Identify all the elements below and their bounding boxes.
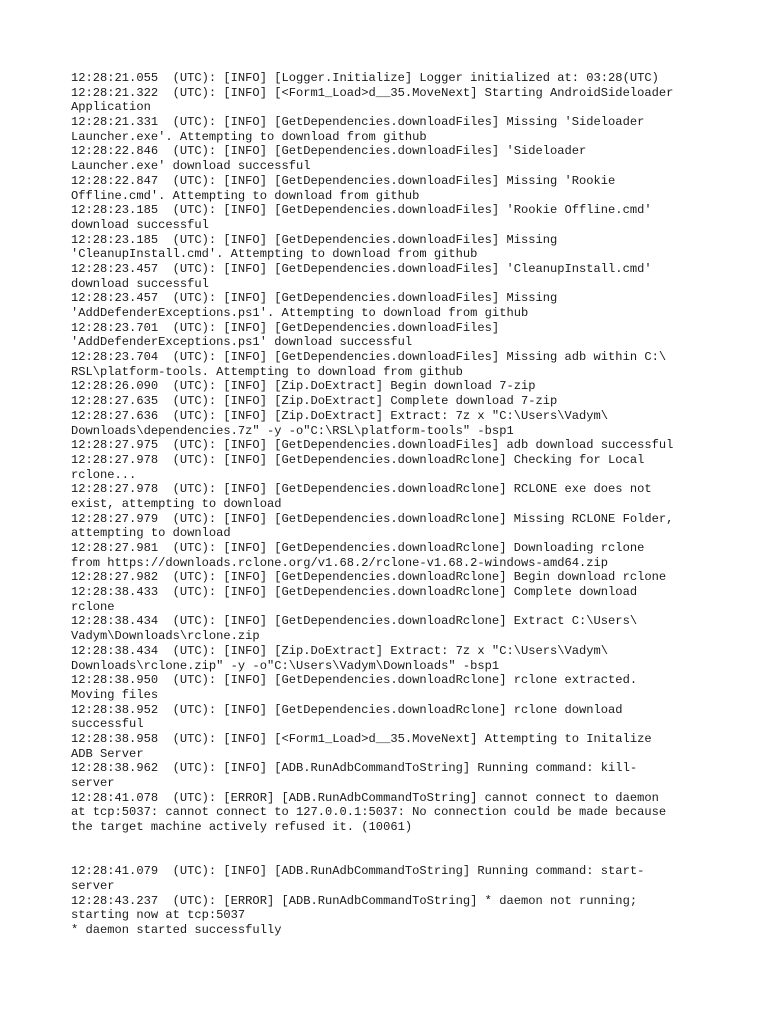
log-line: 'AddDefenderExceptions.ps1'. Attempting to download from github — [71, 306, 529, 320]
log-line: 12:28:27.978 (UTC): [INFO] [GetDependencies.downloadRclone] RCLONE exe does not — [71, 482, 652, 497]
log-line: rclone — [71, 599, 115, 614]
log-line: server — [71, 878, 115, 893]
log-line: attempting to download — [71, 526, 231, 541]
log-line: 12:28:23.701 (UTC): [INFO] [GetDependencies.downloadFiles] — [71, 320, 500, 335]
log-line: 12:28:27.975 (UTC): [INFO] [GetDependencies.downloadFiles] adb download successful — [71, 438, 674, 453]
log-line: 12:28:38.433 (UTC): [INFO] [GetDependencies.downloadRclone] Complete download — [71, 585, 638, 600]
log-line: * daemon started successfully — [71, 922, 282, 937]
log-line: 12:28:23.185 (UTC): [INFO] [GetDependencies.downloadFiles] 'Rookie Offline.cmd' — [71, 203, 652, 218]
log-line: 12:28:41.079 (UTC): [INFO] [ADB.RunAdbCommandToString] Running command: start- — [71, 864, 645, 879]
log-body — [71, 71, 711, 938]
log-line: 12:28:26.090 (UTC): [INFO] [Zip.DoExtract] Begin download 7-zip — [71, 379, 536, 394]
log-line: 12:28:38.958 (UTC): [INFO] [<Form1_Load>d__35.MoveNext] Attempting to Initalize — [71, 731, 652, 746]
log-line: 12:28:38.434 (UTC): [INFO] [Zip.DoExtract] Extract: 7z x "C:\Users\Vadym\ — [71, 643, 609, 658]
log-line: Launcher.exe' download successful — [71, 159, 311, 174]
log-document — [71, 71, 711, 938]
log-line: 12:28:23.457 (UTC): [INFO] [GetDependencies.downloadFiles] Missing — [71, 291, 558, 306]
log-line: 12:28:22.846 (UTC): [INFO] [GetDependencies.downloadFiles] 'Sideloader — [71, 144, 587, 159]
log-line: rclone... — [71, 467, 137, 482]
log-line: 12:28:27.979 (UTC): [INFO] [GetDependencies.downloadRclone] Missing RCLONE Folder, — [71, 511, 674, 526]
log-line: from https://downloads.rclone.org/v1.68.2/rclone-v1.68.2-windows-amd64.zip — [71, 555, 609, 570]
log-line: 12:28:27.981 (UTC): [INFO] [GetDependencies.downloadRclone] Downloading rclone — [71, 541, 645, 555]
log-line: 12:28:22.847 (UTC): [INFO] [GetDependencies.downloadFiles] Missing 'Rookie — [71, 173, 616, 188]
log-line: server — [71, 776, 115, 790]
log-line: RSL\platform-tools. Attempting to download from github — [71, 364, 463, 379]
blank-line — [71, 835, 711, 850]
log-line: at tcp:5037: cannot connect to 127.0.0.1:5037: No connection could be made because — [71, 805, 667, 820]
log-line: download successful — [71, 276, 209, 291]
log-line: 12:28:38.950 (UTC): [INFO] [GetDependencies.downloadRclone] rclone extracted. — [71, 673, 638, 688]
log-line: 12:28:21.055 (UTC): [INFO] [Logger.Initialize] Logger initialized at: 03:28(UTC) — [71, 71, 659, 85]
log-line: starting now at tcp:5037 — [71, 908, 246, 923]
log-line: Launcher.exe'. Attempting to download from github — [71, 129, 427, 144]
log-line: Downloads\dependencies.7z" -y -o"C:\RSL\platform-tools" -bsp1 — [71, 423, 514, 438]
log-line: 'CleanupInstall.cmd'. Attempting to download from github — [71, 247, 478, 262]
log-line: 12:28:21.322 (UTC): [INFO] [<Form1_Load>d__35.MoveNext] Starting AndroidSideloader — [71, 85, 674, 100]
log-line: 12:28:27.982 (UTC): [INFO] [GetDependencies.downloadRclone] Begin download rclone — [71, 570, 667, 585]
log-line: 12:28:43.237 (UTC): [ERROR] [ADB.RunAdbCommandToString] * daemon not running; — [71, 893, 638, 908]
log-line: download successful — [71, 217, 209, 232]
log-line: 'AddDefenderExceptions.ps1' download successful — [71, 335, 413, 350]
log-line: 12:28:38.952 (UTC): [INFO] [GetDependencies.downloadRclone] rclone download — [71, 702, 623, 717]
log-line: 12:28:27.635 (UTC): [INFO] [Zip.DoExtract] Complete download 7-zip — [71, 394, 558, 409]
log-line: Offline.cmd'. Attempting to download from github — [71, 188, 420, 203]
log-line: 12:28:23.704 (UTC): [INFO] [GetDependencies.downloadFiles] Missing adb within C:\ — [71, 350, 667, 365]
log-line: 12:28:23.457 (UTC): [INFO] [GetDependencies.downloadFiles] 'CleanupInstall.cmd' — [71, 261, 652, 276]
log-line: successful — [71, 717, 144, 732]
log-line: 12:28:38.962 (UTC): [INFO] [ADB.RunAdbCommandToString] Running command: kill- — [71, 761, 638, 776]
log-line: the target machine actively refused it. (10061) — [71, 820, 413, 835]
log-line: Downloads\rclone.zip" -y -o"C:\Users\Vadym\Downloads" -bsp1 — [71, 658, 500, 673]
log-line: 12:28:27.636 (UTC): [INFO] [Zip.DoExtract] Extract: 7z x "C:\Users\Vadym\ — [71, 408, 609, 423]
log-line: 12:28:38.434 (UTC): [INFO] [GetDependencies.downloadRclone] Extract C:\Users\ — [71, 614, 638, 629]
log-line: 12:28:41.078 (UTC): [ERROR] [ADB.RunAdbCommandToString] cannot connect to daemon — [71, 790, 659, 805]
blank-line — [71, 849, 711, 864]
log-line: 12:28:27.978 (UTC): [INFO] [GetDependencies.downloadRclone] Checking for Local — [71, 452, 645, 467]
log-line: Application — [71, 100, 151, 115]
log-line: exist, attempting to download — [71, 496, 282, 511]
log-line: 12:28:23.185 (UTC): [INFO] [GetDependencies.downloadFiles] Missing — [71, 232, 558, 247]
log-line: Vadym\Downloads\rclone.zip — [71, 629, 260, 644]
log-line: Moving files — [71, 687, 159, 702]
log-line: 12:28:21.331 (UTC): [INFO] [GetDependencies.downloadFiles] Missing 'Sideloader — [71, 115, 645, 130]
log-line: ADB Server — [71, 746, 144, 761]
